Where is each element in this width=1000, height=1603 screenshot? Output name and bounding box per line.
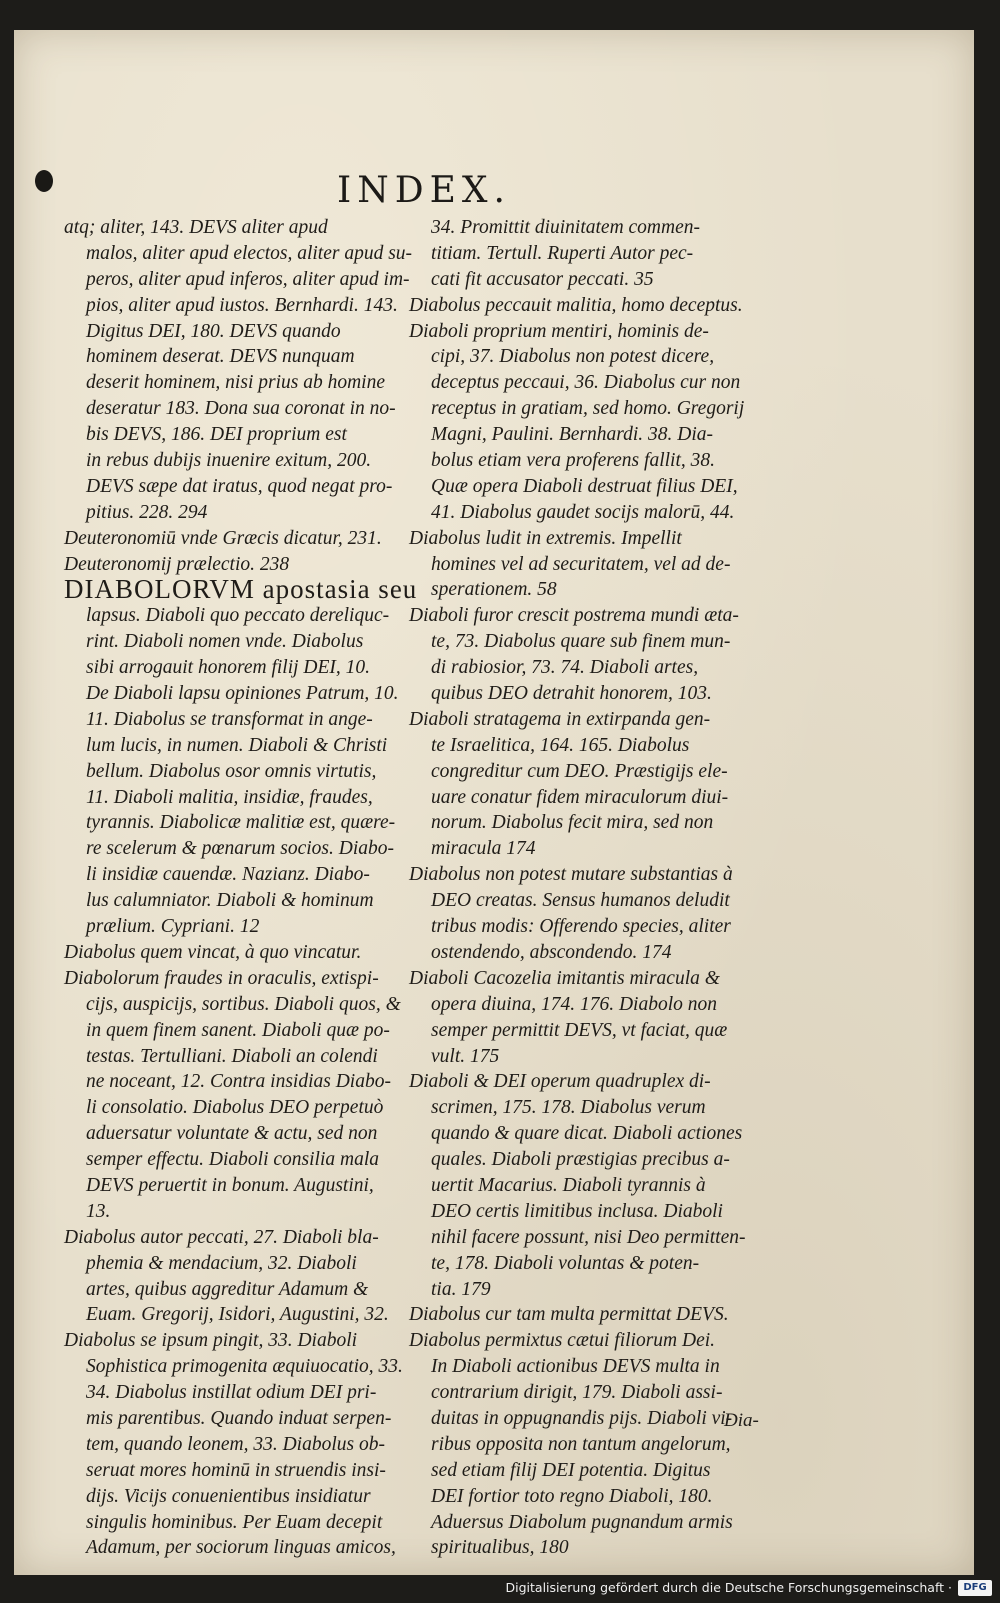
index-line: contrarium dirigit, 179. Diaboli assi- bbox=[431, 1382, 723, 1404]
index-line: bis DEVS, 186. DEI proprium est bbox=[86, 424, 347, 446]
index-line: vult. 175 bbox=[431, 1045, 500, 1067]
index-line: aduersatur voluntate & actu, sed non bbox=[86, 1123, 378, 1145]
index-line: DEO certis limitibus inclusa. Diaboli bbox=[431, 1200, 723, 1222]
index-line: li insidiæ cauendæ. Nazianz. Diabo- bbox=[86, 864, 370, 886]
index-line: singulis hominibus. Per Euam decepit bbox=[86, 1511, 383, 1533]
index-line: deceptus peccaui, 36. Diabolus cur non bbox=[431, 372, 741, 394]
index-line: 34. Promittit diuinitatem commen- bbox=[431, 217, 700, 238]
index-line: Diabolus peccauit malitia, homo deceptus. bbox=[409, 294, 743, 316]
right-column bbox=[409, 215, 757, 1561]
index-line: ostendendo, abscondendo. 174 bbox=[431, 941, 672, 963]
index-line: Diabolus non potest mutare substantias à bbox=[409, 864, 733, 886]
index-line: DEVS sæpe dat iratus, quod negat pro- bbox=[86, 475, 393, 497]
index-line: in rebus dubijs inuenire exitum, 200. bbox=[86, 450, 372, 472]
index-line: Diabolus autor peccati, 27. Diaboli bla- bbox=[64, 1226, 379, 1248]
index-line: bellum. Diabolus osor omnis virtutis, bbox=[86, 760, 377, 782]
index-line: te, 178. Diaboli voluntas & poten- bbox=[431, 1252, 700, 1274]
index-line: Diabolus permixtus cætui filiorum Dei. bbox=[409, 1330, 716, 1352]
index-line: cipi, 37. Diabolus non potest dicere, bbox=[431, 346, 715, 368]
index-line: Diaboli Cacozelia imitantis miracula & bbox=[409, 967, 720, 989]
index-line: spiritualibus, 180 bbox=[431, 1537, 569, 1559]
index-line: atq; aliter, 143. DEVS aliter apud bbox=[64, 217, 328, 238]
index-line: testas. Tertulliani. Diaboli an colendi bbox=[86, 1045, 378, 1067]
index-line: tia. 179 bbox=[431, 1278, 491, 1300]
index-line: seruat mores hominū in struendis insi- bbox=[86, 1459, 386, 1481]
index-line: DEI fortior toto regno Diaboli, 180. bbox=[431, 1485, 713, 1507]
index-line: peros, aliter apud inferos, aliter apud im- bbox=[86, 268, 410, 290]
index-line: In Diaboli actionibus DEVS multa in bbox=[431, 1356, 720, 1378]
index-line: quando & quare dicat. Diaboli actiones bbox=[431, 1123, 743, 1145]
index-line: Euam. Gregorij, Isidori, Augustini, 32. bbox=[86, 1304, 389, 1326]
index-line: scrimen, 175. 178. Diabolus verum bbox=[431, 1097, 706, 1119]
index-line: semper permittit DEVS, vt faciat, quæ bbox=[431, 1019, 728, 1041]
index-line: tribus modis: Offerendo species, aliter bbox=[431, 916, 731, 938]
index-line: deserit hominem, nisi prius ab homine bbox=[86, 372, 385, 394]
index-line: quales. Diaboli præstigias precibus a- bbox=[431, 1149, 730, 1171]
index-line: sperationem. 58 bbox=[431, 579, 557, 601]
index-line: pitius. 228. 294 bbox=[86, 501, 208, 523]
index-line: Diaboli stratagema in extirpanda gen- bbox=[409, 708, 711, 730]
left-column bbox=[64, 215, 418, 1561]
index-line: Diaboli furor crescit postrema mundi æta- bbox=[409, 605, 739, 627]
index-line: di rabiosior, 73. 74. Diaboli artes, bbox=[431, 657, 699, 679]
index-line: tem, quando leonem, 33. Diabolus ob- bbox=[86, 1433, 385, 1455]
index-line: nihil facere possunt, nisi Deo permitten- bbox=[431, 1226, 746, 1248]
footer-credit: Digitalisierung gefördert durch die Deutsche Forschungsgemeinschaft · bbox=[505, 1580, 952, 1595]
index-line: Diabolorum fraudes in oraculis, extispi- bbox=[64, 967, 379, 989]
index-line: 11. Diaboli malitia, insidiæ, fraudes, bbox=[86, 786, 373, 808]
index-line: miracula 174 bbox=[431, 838, 536, 860]
index-line: rint. Diaboli nomen vnde. Diabolus bbox=[86, 631, 364, 653]
index-line: Adamum, per sociorum linguas amicos, bbox=[86, 1537, 396, 1559]
index-line: lapsus. Diaboli quo peccato dereliquc- bbox=[86, 605, 390, 627]
index-line: lus calumniator. Diaboli & hominum bbox=[86, 890, 374, 912]
index-line: pios, aliter apud iustos. Bernhardi. 143. bbox=[86, 294, 398, 316]
index-line: Diaboli & DEI operum quadruplex di- bbox=[409, 1071, 711, 1093]
index-line: cati fit accusator peccati. 35 bbox=[431, 268, 654, 290]
index-line: De Diaboli lapsu opiniones Patrum, 10. bbox=[86, 683, 399, 705]
index-line: homines vel ad securitatem, vel ad de- bbox=[431, 553, 731, 575]
index-line: artes, quibus aggreditur Adamum & bbox=[86, 1278, 369, 1300]
index-line: Sophistica primogenita æquiuocatio, 33. bbox=[86, 1356, 403, 1378]
index-line: Digitus DEI, 180. DEVS quando bbox=[86, 320, 341, 342]
index-line: uertit Macarius. Diaboli tyrannis à bbox=[431, 1174, 706, 1196]
index-line: lum lucis, in numen. Diaboli & Christi bbox=[86, 734, 388, 756]
index-line: 11. Diabolus se transformat in ange- bbox=[86, 708, 373, 730]
index-line: sibi arrogauit honorem filij DEI, 10. bbox=[86, 657, 371, 679]
index-line: 41. Diabolus gaudet socijs malorū, 44. bbox=[431, 501, 735, 523]
index-line: Deuteronomij prælectio. 238 bbox=[64, 553, 290, 575]
index-line: Diabolus ludit in extremis. Impellit bbox=[409, 527, 682, 549]
index-line: uare conatur fidem miraculorum diui- bbox=[431, 786, 729, 808]
index-line: Diabolus se ipsum pingit, 33. Diaboli bbox=[64, 1330, 358, 1352]
index-line: dijs. Vicijs conuenientibus insidiatur bbox=[86, 1485, 371, 1507]
index-line: duitas in oppugnandis pijs. Diaboli vi- bbox=[431, 1407, 733, 1429]
index-line: mis parentibus. Quando induat serpen- bbox=[86, 1407, 392, 1429]
index-line: Magni, Paulini. Bernhardi. 38. Dia- bbox=[431, 424, 714, 446]
index-line: titiam. Tertull. Ruperti Autor pec- bbox=[431, 242, 694, 264]
index-line: tyrannis. Diabolicæ malitiæ est, quære- bbox=[86, 812, 396, 834]
index-line: Diabolus cur tam multa permittat DEVS. bbox=[409, 1304, 729, 1326]
book-page bbox=[14, 30, 974, 1575]
page-hole bbox=[35, 170, 53, 192]
index-line: opera diuina, 174. 176. Diabolo non bbox=[431, 993, 717, 1015]
index-line: 13. bbox=[86, 1200, 111, 1222]
index-line: congreditur cum DEO. Præstigijs ele- bbox=[431, 760, 728, 782]
index-line: DEVS peruertit in bonum. Augustini, bbox=[86, 1174, 374, 1196]
index-line: DIABOLORVM apostasia seu bbox=[64, 574, 418, 605]
index-line: bolus etiam vera proferens fallit, 38. bbox=[431, 450, 715, 472]
index-line: re scelerum & pœnarum socios. Diabo- bbox=[86, 838, 395, 860]
catchword: Dia- bbox=[724, 1410, 759, 1431]
index-line: prælium. Cypriani. 12 bbox=[86, 916, 260, 938]
index-line: Aduersus Diabolum pugnandum armis bbox=[431, 1511, 733, 1533]
index-line: phemia & mendacium, 32. Diaboli bbox=[86, 1252, 357, 1274]
index-line: Diabolus quem vincat, à quo vincatur. bbox=[64, 941, 362, 963]
index-line: 34. Diabolus instillat odium DEI pri- bbox=[86, 1382, 377, 1404]
index-line: te Israelitica, 164. 165. Diabolus bbox=[431, 734, 690, 756]
index-line: Quæ opera Diaboli destruat filius DEI, bbox=[431, 475, 738, 497]
index-line: ne noceant, 12. Contra insidias Diabo- bbox=[86, 1071, 391, 1093]
index-line: malos, aliter apud electos, aliter apud su- bbox=[86, 242, 413, 264]
index-line: norum. Diabolus fecit mira, sed non bbox=[431, 812, 714, 834]
index-line: in quem finem sanent. Diaboli quæ po- bbox=[86, 1019, 390, 1041]
index-line: deseratur 183. Dona sua coronat in no- bbox=[86, 398, 396, 420]
index-line: Deuteronomiū vnde Græcis dicatur, 231. bbox=[64, 527, 382, 549]
dfg-logo: DFG bbox=[958, 1580, 992, 1596]
index-line: semper effectu. Diaboli consilia mala bbox=[86, 1149, 379, 1171]
index-line: receptus in gratiam, sed homo. Gregorij bbox=[431, 398, 745, 420]
page-title: INDEX. bbox=[337, 170, 511, 211]
index-line: DEO creatas. Sensus humanos deludit bbox=[431, 890, 730, 912]
index-line: te, 73. Diabolus quare sub finem mun- bbox=[431, 631, 731, 653]
index-line: sed etiam filij DEI potentia. Digitus bbox=[431, 1459, 711, 1481]
index-line: cijs, auspicijs, sortibus. Diaboli quos, & bbox=[86, 993, 401, 1015]
index-line: hominem deserat. DEVS nunquam bbox=[86, 346, 355, 368]
index-line: ribus opposita non tantum angelorum, bbox=[431, 1433, 731, 1455]
index-line: quibus DEO detrahit honorem, 103. bbox=[431, 683, 712, 705]
index-line: li consolatio. Diabolus DEO perpetuò bbox=[86, 1097, 384, 1119]
index-line: Diaboli proprium mentiri, hominis de- bbox=[409, 320, 709, 342]
